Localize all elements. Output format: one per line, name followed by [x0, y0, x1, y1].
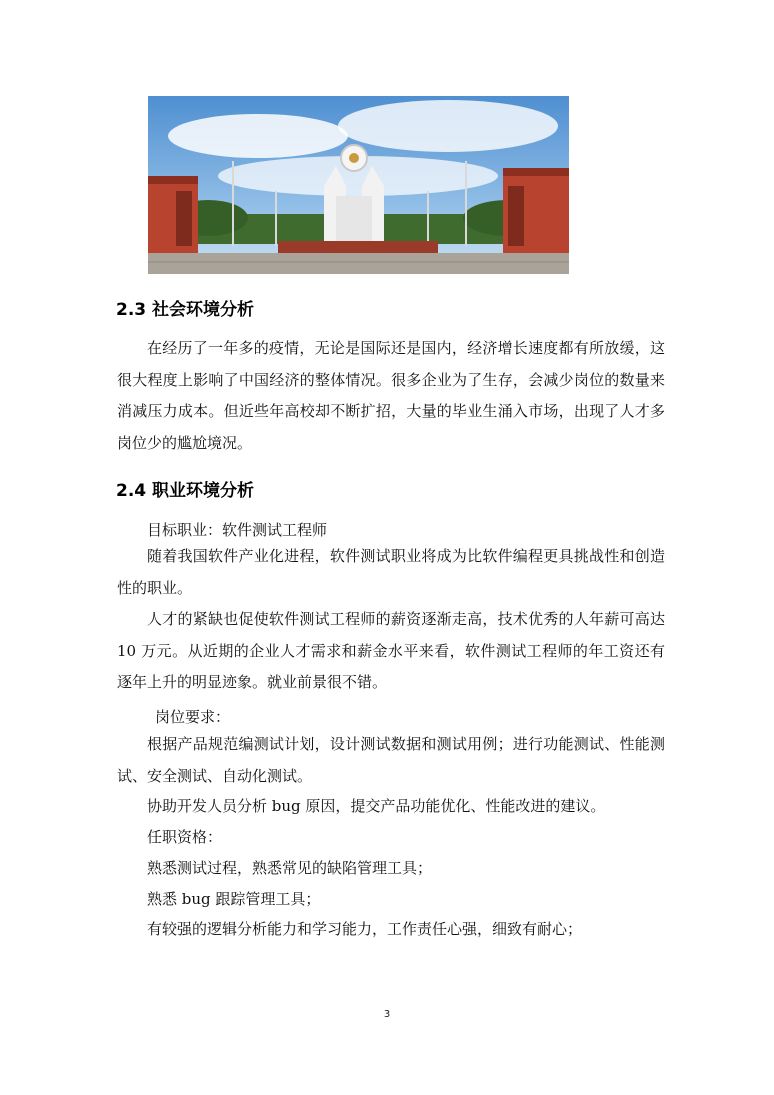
qualification-1: 熟悉测试过程，熟悉常见的缺陷管理工具；: [147, 859, 433, 877]
job-requirements-label: 岗位要求：: [155, 708, 231, 726]
target-job-line: 目标职业：软件测试工程师: [147, 521, 328, 539]
requirement-1: 根据产品规范编测试计划，设计测试数据和测试用例；进行功能测试、性能测试、安全测试、自动化测试。: [117, 735, 665, 785]
social-environment-paragraph: 在经历了一年多的疫情，无论是国际还是国内，经济增长速度都有所放缓，这很大程度上影响了中国经济的整体情况。很多企业为了生存，会减少岗位的数量来消减压力成本。但近些年高校却不断扩招，大量的毕业生涌入市场，出现了人才多岗位少的尴尬境况。: [117, 339, 665, 452]
campus-gate-photo: [148, 96, 569, 274]
page-number: 3: [383, 1009, 391, 1020]
section-heading-2-3: 2.3 社会环境分析: [116, 300, 255, 320]
section-heading-2-4: 2.4 职业环境分析: [116, 481, 255, 501]
qualification-2: 熟悉 bug 跟踪管理工具；: [147, 890, 321, 908]
requirement-2: 协助开发人员分析 bug 原因，提交产品功能优化、性能改进的建议。: [147, 797, 606, 815]
career-paragraph-1: 随着我国软件产业化进程，软件测试职业将成为比软件编程更具挑战性和创造性的职业。: [117, 547, 665, 597]
career-paragraph-2: 人才的紧缺也促使软件测试工程师的薪资逐渐走高，技术优秀的人年薪可高达 10 万元。从近期的企业人才需求和薪金水平来看，软件测试工程师的年工资还有逐年上升的明显迹象。就业前景很不错。: [117, 610, 665, 691]
qualifications-label: 任职资格：: [147, 828, 223, 846]
qualification-3: 有较强的逻辑分析能力和学习能力，工作责任心强，细致有耐心；: [147, 920, 583, 938]
